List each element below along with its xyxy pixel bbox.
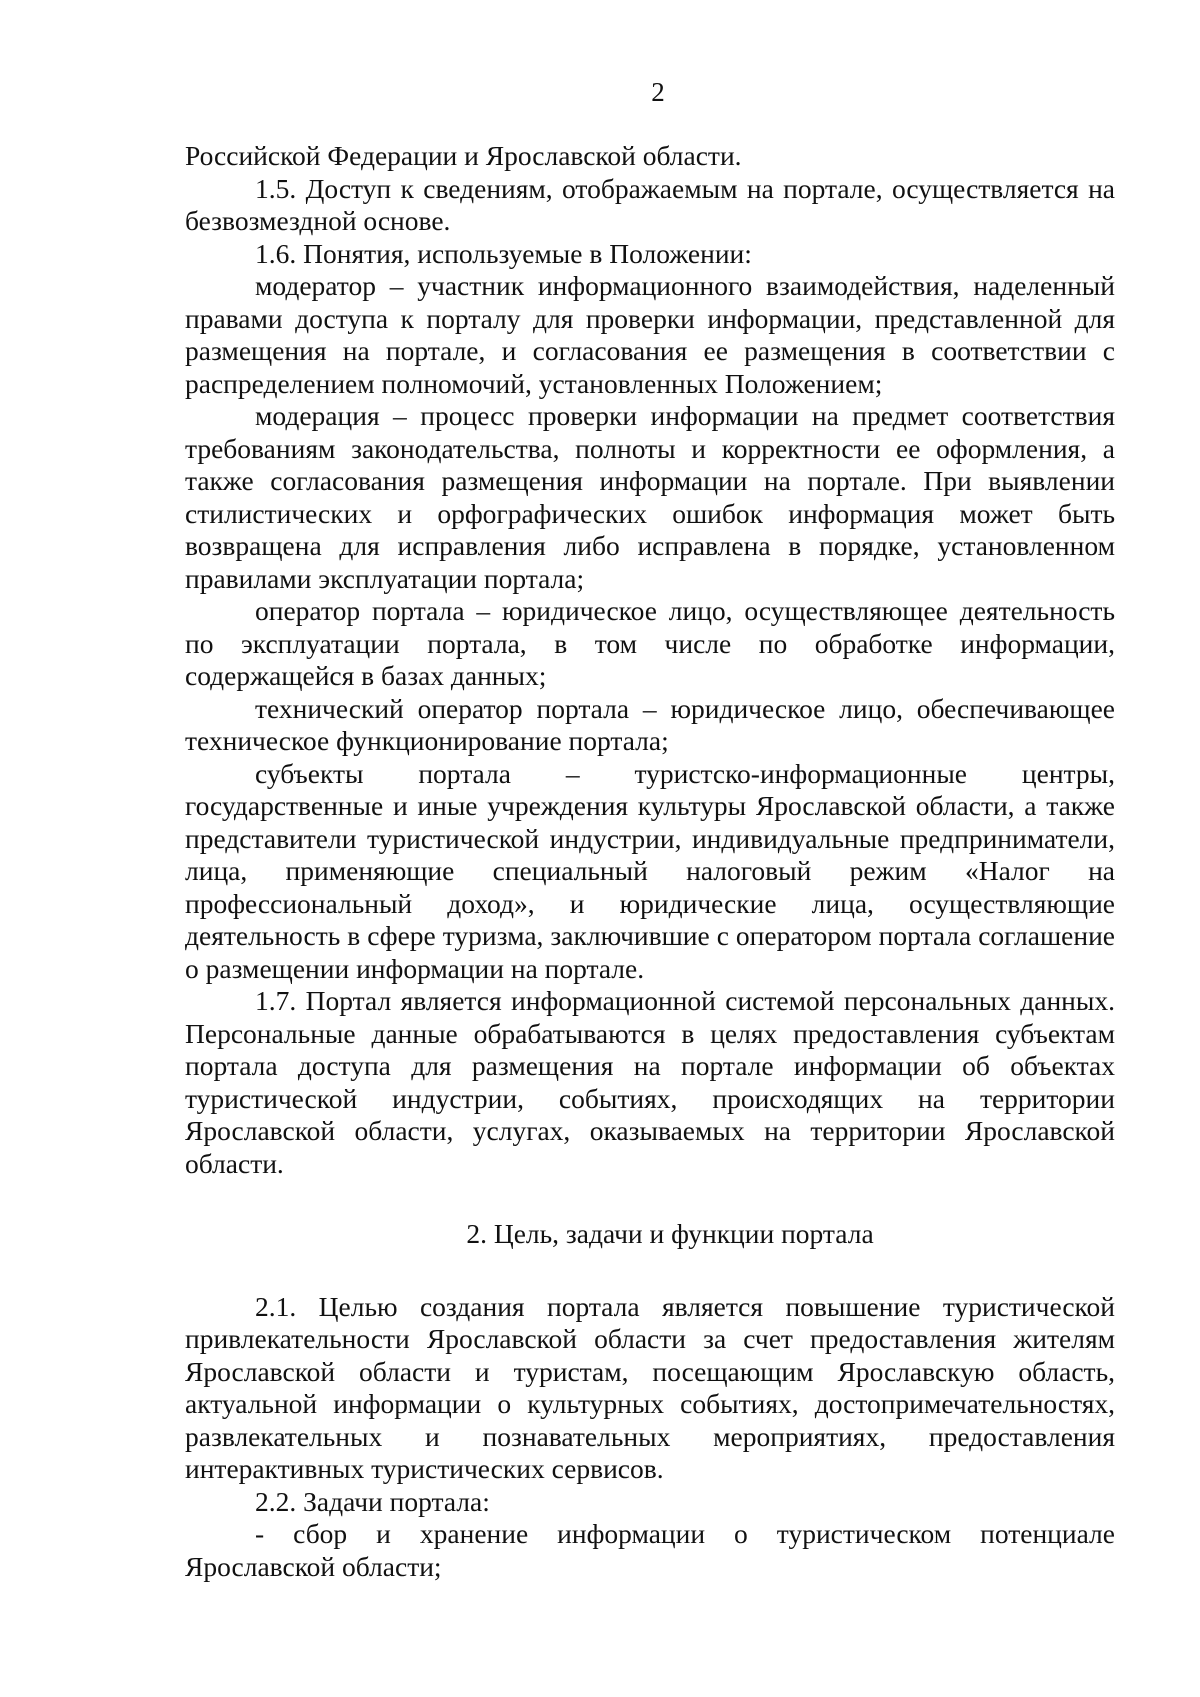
document-body xyxy=(185,140,1115,1583)
section-heading: 2. Цель, задачи и функции портала xyxy=(466,1218,874,1249)
list-item-data-collection: - сбор и хранение информации о туристическом потенциале Ярославской области; xyxy=(185,1518,1115,1582)
paragraph-2-1: 2.1. Целью создания портала является повышение туристической привлекательности Ярославской области за счет предоставления жителям Ярославской области и туристам, посещающим Ярославскую область, актуальной информации о культурных событиях, достопримечательностях, развлекательных и познавательных мероприятиях, предоставления интерактивных туристических сервисов. xyxy=(185,1290,1115,1484)
page-number: 2 xyxy=(651,77,665,107)
paragraph-1-7: 1.7. Портал является информационной системой персональных данных. Персональные данные обрабатываются в целях предоставления субъектам портала доступа для размещения на портале информации об объектах туристической индустрии, событиях, происходящих на территории Ярославской области, услугах, оказываемых на территории Ярославской области. xyxy=(185,985,1115,1179)
definition-portal-subjects: субъекты портала – туристско-информационные центры, государственные и иные учреждения культуры Ярославской области, а также представители туристической индустрии, индивидуальные предприниматели, лица, применяющие специальный налоговый режим «Налог на профессиональный доход», и юридические лица, осуществляющие деятельность в сфере туризма, заключившие с оператором портала соглашение о размещении информации на портале. xyxy=(185,757,1115,984)
paragraph-1-6: 1.6. Понятия, используемые в Положении: xyxy=(255,237,752,269)
definition-moderator: модератор – участник информационного взаимодействия, наделенный правами доступа к порталу для проверки информации, представленной для размещения на портале, и согласования ее размещения в соответствии с распределением полномочий, установленных Положением; xyxy=(185,270,1115,399)
paragraph-continuation: Российской Федерации и Ярославской области. xyxy=(185,140,742,171)
definition-technical-operator: технический оператор портала – юридическое лицо, обеспечивающее техническое функционирование портала; xyxy=(185,692,1115,756)
paragraph-2-2: 2.2. Задачи портала: xyxy=(255,1485,490,1517)
definition-moderation: модерация – процесс проверки информации на предмет соответствия требованиям законодательства, полноты и корректности ее оформления, а также согласования размещения информации на портале. При выявлении стилистических и орфографических ошибок информация может быть возвращена для исправления либо исправлена в порядке, установленном правилами эксплуатации портала; xyxy=(185,400,1115,594)
paragraph-1-5: 1.5. Доступ к сведениям, отображаемым на портале, осуществляется на безвозмездной основе. xyxy=(185,172,1115,236)
definition-portal-operator: оператор портала – юридическое лицо, осуществляющее деятельность по эксплуатации портала, в том числе по обработке информации, содержащейся в базах данных; xyxy=(185,595,1115,691)
